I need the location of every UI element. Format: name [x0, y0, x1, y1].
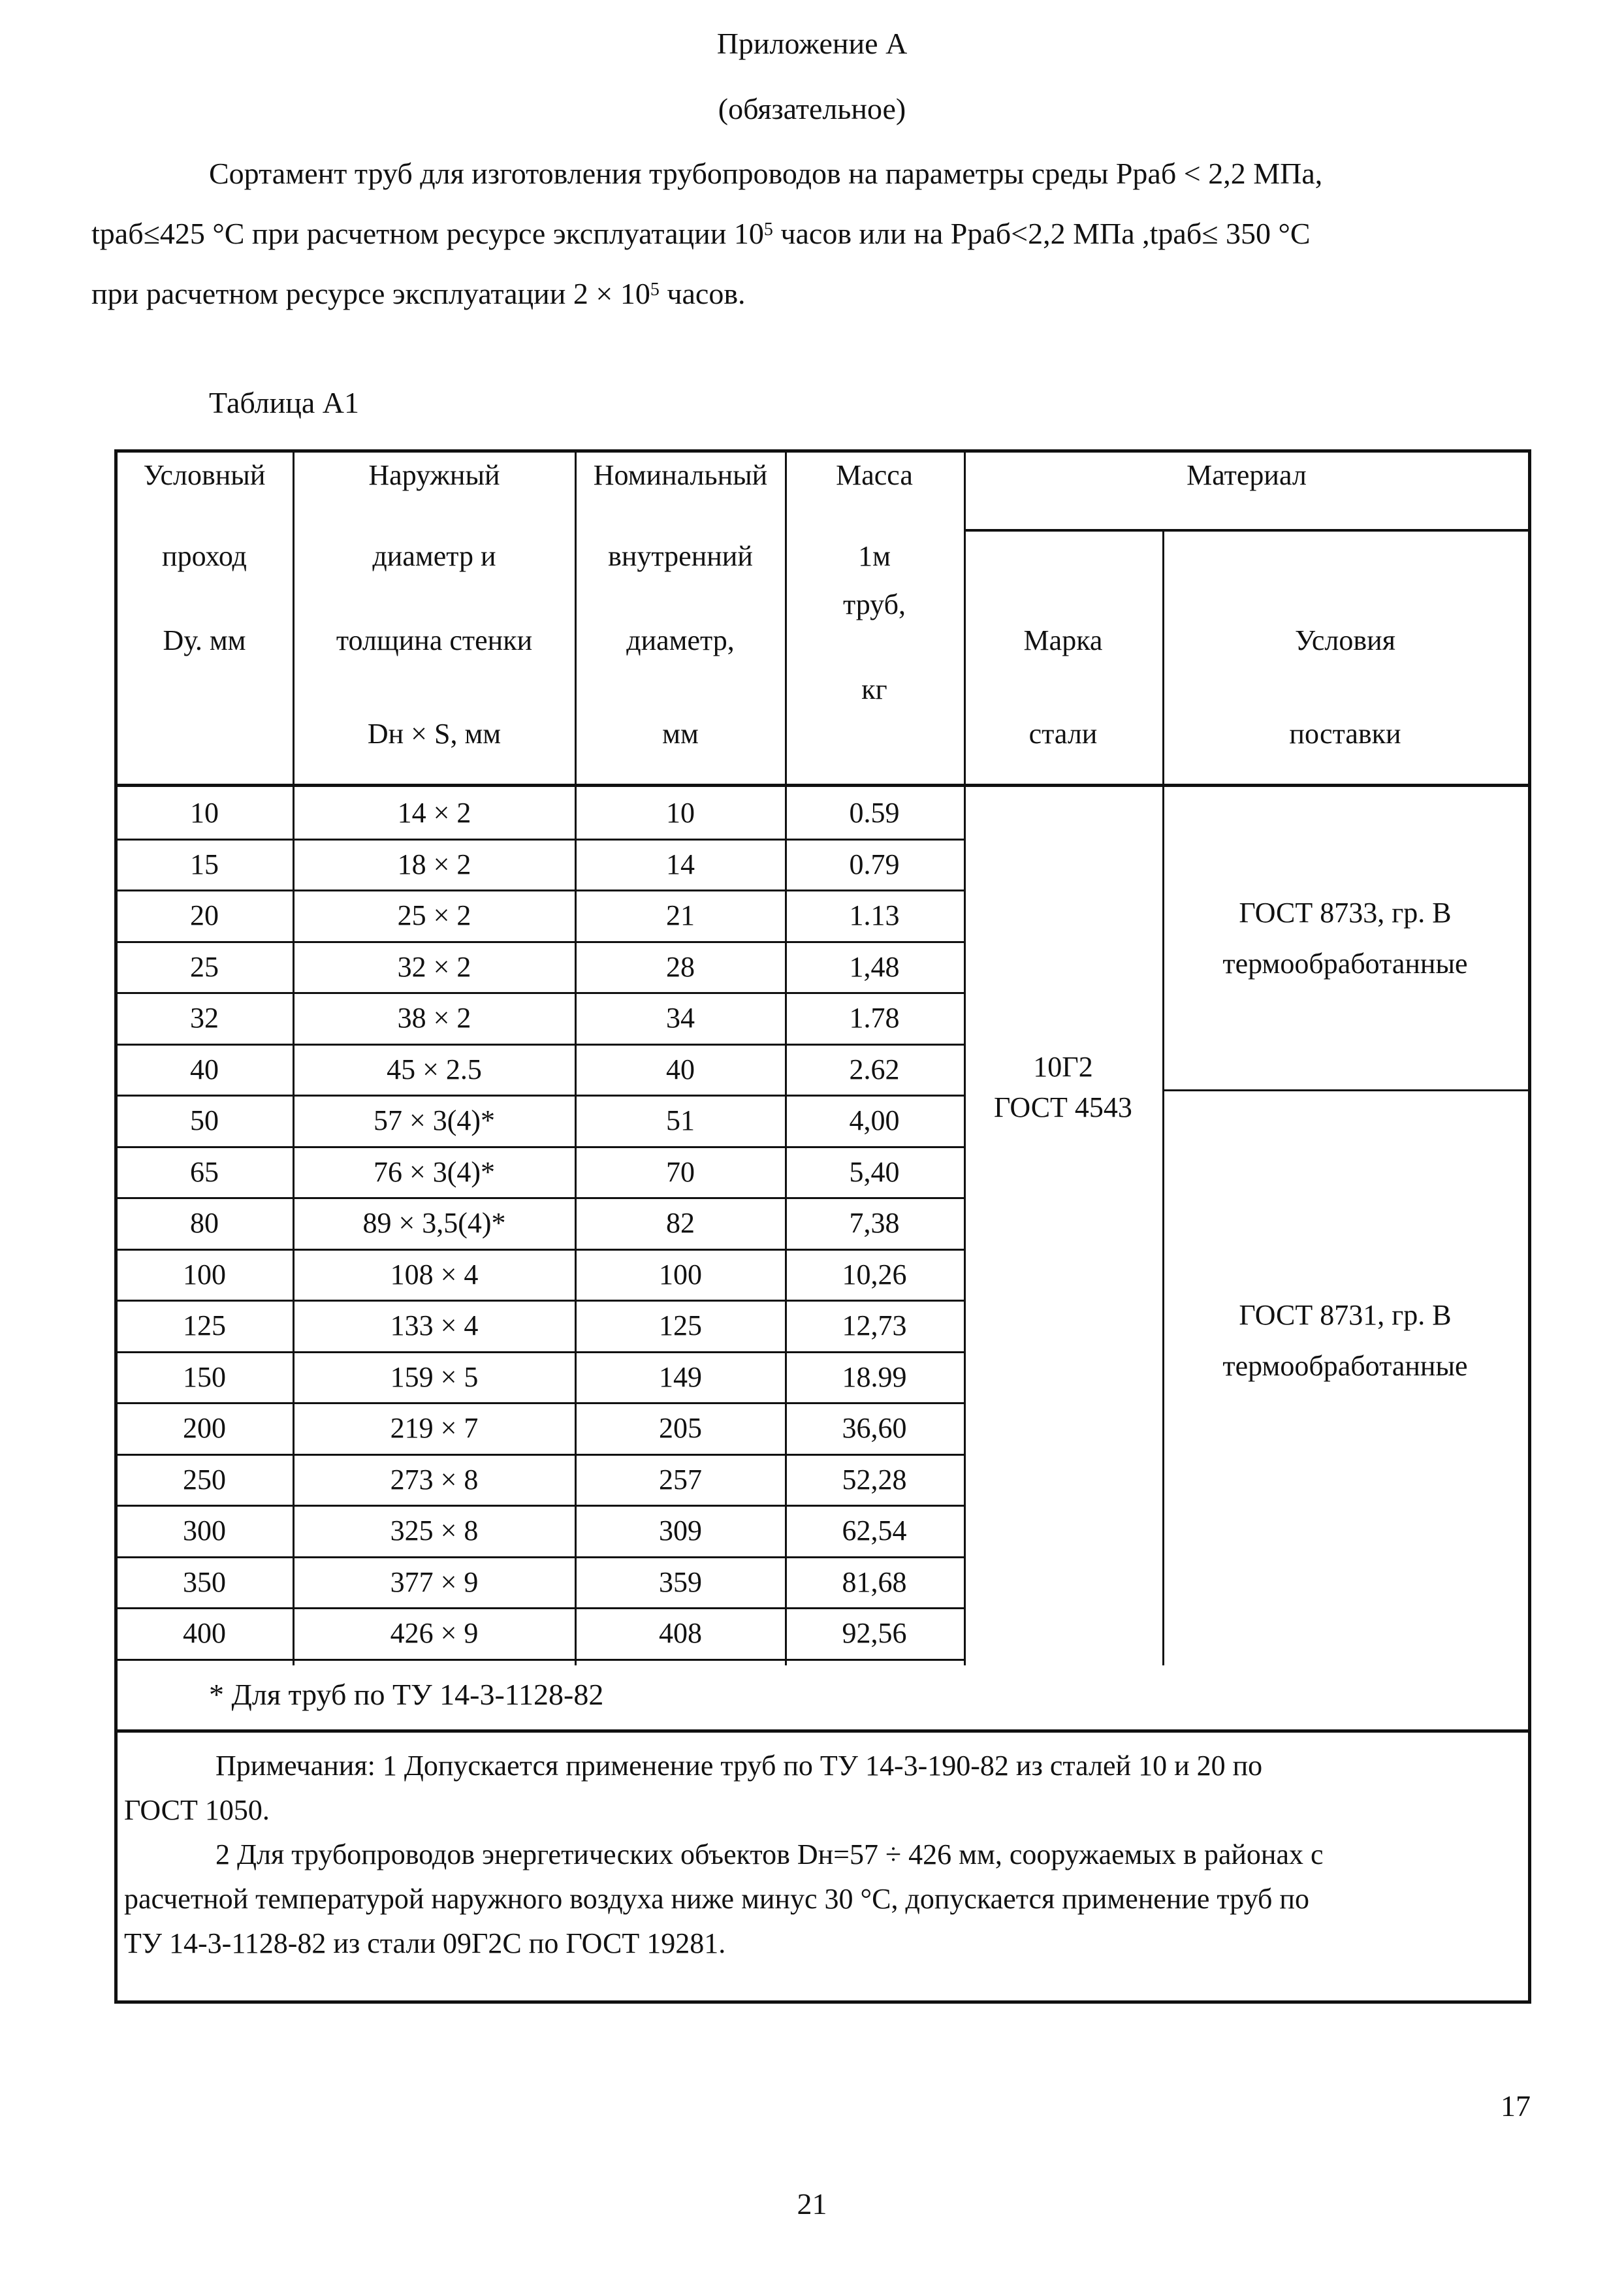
- cell-din: 70: [666, 1155, 695, 1188]
- cell-mass: 36,60: [842, 1412, 907, 1444]
- cell-dxs: 159 × 5: [390, 1360, 479, 1393]
- cell-dy: 150: [183, 1360, 226, 1393]
- header-mass-line1: Масса: [836, 459, 913, 491]
- intro-line-3-sup: 5: [650, 280, 660, 300]
- header-steel-line2: стали: [1028, 718, 1098, 750]
- cell-dxs: 108 × 4: [390, 1258, 479, 1291]
- note-1-line-2: ГОСТ 1050.: [124, 1794, 270, 1826]
- cell-dy: 10: [190, 797, 219, 829]
- steel-standard: ГОСТ 4543: [994, 1091, 1132, 1123]
- cell-dy: 200: [183, 1412, 226, 1444]
- header-supply-line1: Условия: [1295, 624, 1395, 656]
- header-dy-line3: Dу. мм: [163, 624, 246, 656]
- cell-dy: 350: [183, 1565, 226, 1598]
- cell-dy: 40: [190, 1053, 219, 1085]
- cell-dxs: 45 × 2.5: [387, 1053, 482, 1085]
- header-dy-line2: проход: [162, 540, 247, 572]
- intro-line-3a: при расчетном ресурсе эксплуатации 2 × 10: [91, 277, 650, 310]
- header-din-line1: Номинальный: [593, 459, 768, 491]
- header-mass-line2: 1м: [858, 540, 891, 572]
- side-page-number: 17: [1501, 2089, 1531, 2123]
- cell-dxs: 89 × 3,5(4)*: [362, 1207, 506, 1239]
- cell-dxs: 38 × 2: [397, 1002, 471, 1034]
- header-dn-line4: Dн × S, мм: [367, 718, 502, 750]
- cell-din: 82: [666, 1207, 695, 1239]
- row-divider: [116, 890, 965, 891]
- intro-line-3b: часов.: [659, 277, 746, 310]
- cell-dxs: 133 × 4: [390, 1309, 479, 1341]
- header-dn-line2: диаметр и: [372, 540, 496, 572]
- intro-paragraph: [91, 144, 1502, 324]
- cell-dxs: 18 × 2: [397, 848, 471, 880]
- cell-din: 149: [659, 1360, 702, 1393]
- cell-mass: 62,54: [842, 1515, 907, 1547]
- cell-din: 100: [659, 1258, 702, 1291]
- note-2-line-3: ТУ 14-3-1128-82 из стали 09Г2С по ГОСТ 19281.: [124, 1927, 726, 1959]
- intro-line-2-sup: 5: [763, 219, 773, 240]
- cell-din: 359: [659, 1565, 702, 1598]
- cell-dy: 15: [190, 848, 219, 880]
- cell-dxs: 219 × 7: [390, 1412, 479, 1444]
- supply-group-divider: [1162, 1089, 1528, 1091]
- cell-dy: 100: [183, 1258, 226, 1291]
- row-divider: [116, 1300, 965, 1302]
- cell-mass: 1,48: [849, 950, 900, 983]
- cell-mass: 0.79: [849, 848, 900, 880]
- cell-din: 28: [666, 950, 695, 983]
- header-dy-line1: Условный: [143, 459, 266, 491]
- cell-mass: 4,00: [849, 1104, 900, 1136]
- intro-line-2: [91, 204, 1502, 264]
- cell-dy: 80: [190, 1207, 219, 1239]
- cell-mass: 92,56: [842, 1617, 907, 1649]
- notes-top-rule: [116, 1729, 1528, 1733]
- page-number: 21: [797, 2187, 827, 2221]
- cell-mass: 18.99: [842, 1360, 907, 1393]
- row-divider: [116, 1556, 965, 1558]
- cell-dy: 32: [190, 1002, 219, 1034]
- supply-2-condition: термообработанные: [1222, 1350, 1468, 1382]
- appendix-subtitle: (обязательное): [718, 92, 906, 125]
- cell-dxs: 76 × 3(4)*: [373, 1155, 496, 1188]
- note-1-line-1: Примечания: 1 Допускается применение труб по ТУ 14-3-190-82 из сталей 10 и 20 по: [215, 1750, 1263, 1782]
- supply-1-condition: термообработанные: [1222, 948, 1468, 980]
- cell-dy: 25: [190, 950, 219, 983]
- table-notes: [124, 1744, 1521, 1966]
- cell-mass: 12,73: [842, 1309, 907, 1341]
- row-divider: [116, 1505, 965, 1507]
- table-label: Таблица А1: [209, 386, 359, 419]
- cell-din: 205: [659, 1412, 702, 1444]
- cell-mass: 0.59: [849, 797, 900, 829]
- cell-din: 21: [666, 899, 695, 931]
- cell-dxs: 426 × 9: [390, 1617, 479, 1649]
- cell-dy: 250: [183, 1463, 226, 1496]
- note-2-line-2: расчетной температурой наружного воздуха ниже минус 30 °С, допускается применение труб по: [124, 1883, 1309, 1915]
- steel-grade: 10Г2: [1033, 1051, 1093, 1083]
- header-din-line2: внутренний: [608, 540, 753, 572]
- cell-dy: 400: [183, 1617, 226, 1649]
- cell-din: 34: [666, 1002, 695, 1034]
- cell-dy: 125: [183, 1309, 226, 1341]
- row-divider: [116, 1197, 965, 1199]
- row-divider: [116, 1351, 965, 1353]
- cell-mass: 2.62: [849, 1053, 900, 1085]
- header-steel-line1: Марка: [1023, 624, 1103, 656]
- header-dn-line1: Наружный: [368, 459, 500, 491]
- intro-line-2a: tраб≤425 °С при расчетном ресурсе эксплуатации 10: [91, 217, 764, 250]
- row-divider: [116, 1044, 965, 1046]
- cell-dxs: 325 × 8: [390, 1515, 479, 1547]
- cell-dxs: 32 × 2: [397, 950, 471, 983]
- header-mass-line4: кг: [861, 673, 887, 705]
- header-din-line4: мм: [662, 718, 699, 750]
- cell-dy: 50: [190, 1104, 219, 1136]
- col-divider-5: [1162, 530, 1164, 1665]
- header-mass-line3: труб,: [843, 588, 906, 620]
- cell-dxs: 25 × 2: [397, 899, 471, 931]
- cell-din: 125: [659, 1309, 702, 1341]
- cell-mass: 7,38: [849, 1207, 900, 1239]
- cell-dy: 300: [183, 1515, 226, 1547]
- intro-line-3: [91, 264, 1502, 324]
- intro-line-1: Сортамент труб для изготовления трубопроводов на параметры среды Рраб < 2,2 МПа,: [209, 157, 1323, 190]
- row-divider: [116, 1249, 965, 1251]
- row-divider: [116, 839, 965, 841]
- row-divider: [116, 1659, 965, 1661]
- row-divider: [116, 1454, 965, 1456]
- cell-mass: 10,26: [842, 1258, 907, 1291]
- cell-din: 14: [666, 848, 695, 880]
- cell-dy: 65: [190, 1155, 219, 1188]
- cell-din: 10: [666, 797, 695, 829]
- cell-mass: 81,68: [842, 1565, 907, 1598]
- header-din-line3: диаметр,: [626, 624, 735, 656]
- cell-dy: 20: [190, 899, 219, 931]
- table-footnote: * Для труб по ТУ 14-3-1128-82: [209, 1678, 604, 1711]
- row-divider: [116, 1402, 965, 1404]
- row-divider: [116, 992, 965, 994]
- appendix-title: Приложение А: [716, 27, 908, 60]
- row-divider: [116, 1095, 965, 1097]
- row-divider: [116, 1146, 965, 1148]
- supply-2-standard: ГОСТ 8731, гр. В: [1239, 1299, 1452, 1331]
- cell-dxs: 14 × 2: [397, 797, 471, 829]
- cell-mass: 5,40: [849, 1155, 900, 1188]
- cell-mass: 1.13: [849, 899, 900, 931]
- cell-mass: 52,28: [842, 1463, 907, 1496]
- cell-mass: 1.78: [849, 1002, 900, 1034]
- supply-1-standard: ГОСТ 8733, гр. В: [1239, 897, 1452, 929]
- cell-dxs: 377 × 9: [390, 1565, 479, 1598]
- material-header-divider: [965, 529, 1528, 532]
- cell-din: 40: [666, 1053, 695, 1085]
- note-2-line-1: 2 Для трубопроводов энергетических объектов Dн=57 ÷ 426 мм, сооружаемых в районах с: [215, 1838, 1324, 1870]
- row-divider: [116, 941, 965, 943]
- header-material: Материал: [1186, 459, 1307, 491]
- row-divider: [116, 1607, 965, 1609]
- header-dn-line3: толщина стенки: [336, 624, 533, 656]
- cell-din: 51: [666, 1104, 695, 1136]
- header-bottom-rule: [116, 784, 1528, 787]
- cell-din: 257: [659, 1463, 702, 1496]
- header-supply-line2: поставки: [1289, 718, 1401, 750]
- intro-line-2b: часов или на Рраб<2,2 МПа ,tраб≤ 350 °С: [772, 217, 1311, 250]
- cell-din: 408: [659, 1617, 702, 1649]
- cell-din: 309: [659, 1515, 702, 1547]
- cell-dxs: 273 × 8: [390, 1463, 479, 1496]
- cell-dxs: 57 × 3(4)*: [373, 1104, 496, 1136]
